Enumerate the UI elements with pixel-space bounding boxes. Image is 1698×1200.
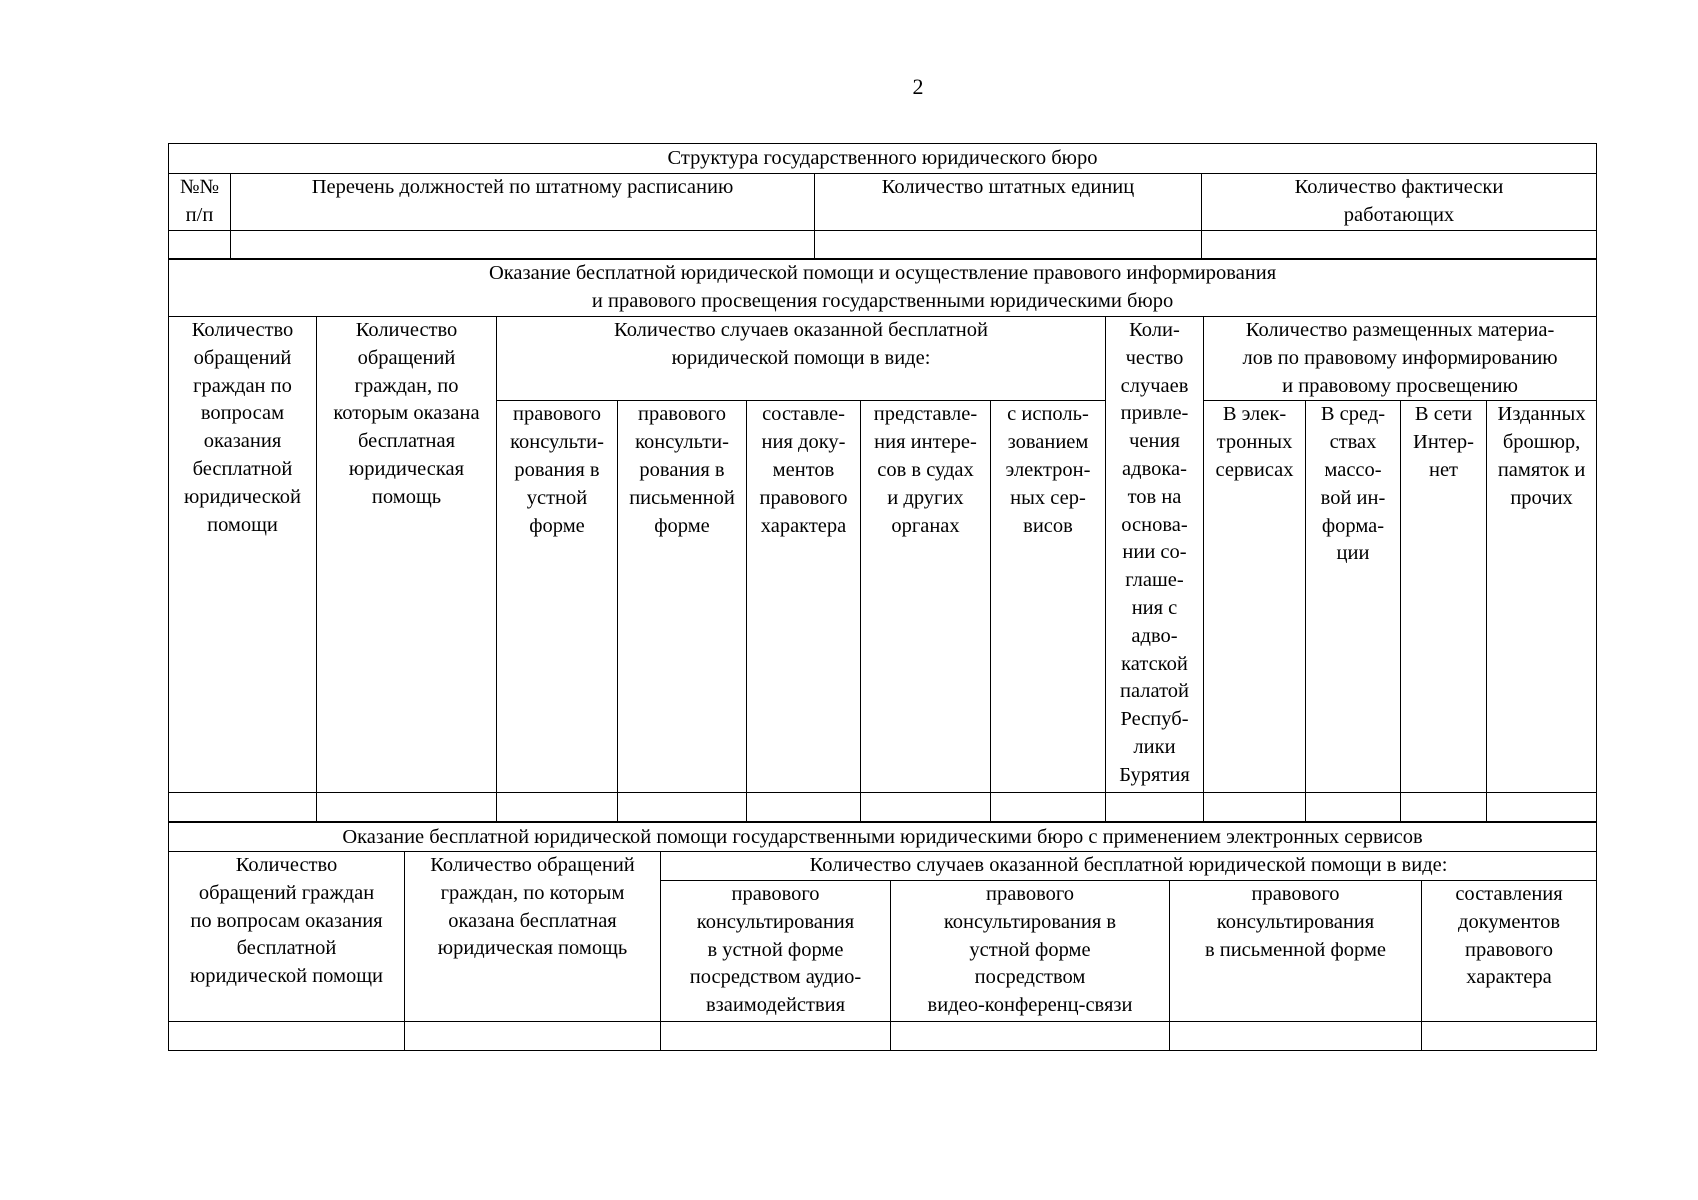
empty-cell [1306, 793, 1401, 822]
structure-table [168, 143, 1597, 260]
table-row [169, 793, 1597, 822]
header-positions: Перечень должностей по штатному расписанию [231, 174, 815, 231]
header-e-case-video: правового консультирования в устной форме посредством видео-конференц-связи [891, 881, 1170, 1022]
header-case-documents: составле- ния доку- ментов правового характера [747, 401, 861, 793]
empty-cell [618, 793, 747, 822]
header-case-oral: правового консульти- рования в устной форме [497, 401, 618, 793]
empty-cell [861, 793, 991, 822]
empty-cell [991, 793, 1106, 822]
header-e-case-written: правового консультирования в письменной форме [1170, 881, 1422, 1022]
empty-cell [169, 1022, 405, 1051]
empty-cell [169, 793, 317, 822]
empty-cell [231, 230, 815, 259]
header-materials-group: Количество размещенных материа- лов по правовому информированию и правовому просвещению [1204, 317, 1597, 401]
empty-cell [1170, 1022, 1422, 1051]
empty-cell [747, 793, 861, 822]
page-number: 2 [912, 74, 924, 99]
empty-cell [661, 1022, 891, 1051]
assistance-table [168, 258, 1597, 822]
empty-cell [815, 230, 1202, 259]
header-assisted-count: Количество обращений граждан, по которым оказана бесплатная юридическая помощь [317, 317, 497, 793]
header-staff-units: Количество штатных единиц [815, 174, 1202, 231]
empty-cell [1106, 793, 1204, 822]
header-requests-count: Количество обращений граждан по вопросам оказания бесплатной юридической помощи [169, 317, 317, 793]
table-row [169, 1022, 1597, 1051]
header-case-electronic: с исполь- зованием электрон- ных сер- висов [991, 401, 1106, 793]
electronic-services-table [168, 822, 1597, 1051]
assistance-title: Оказание бесплатной юридической помощи и осуществление правового информирования и правового просвещения государственными юридическими бюро [169, 259, 1597, 317]
header-materials-internet: В сети Интер- нет [1401, 401, 1487, 793]
empty-cell [1202, 230, 1597, 259]
header-e-case-documents: составления документов правового характера [1422, 881, 1597, 1022]
header-e-cases-group: Количество случаев оказанной бесплатной юридической помощи в виде: [661, 852, 1597, 881]
header-materials-brochures: Изданных брошюр, памяток и прочих [1487, 401, 1597, 793]
empty-cell [405, 1022, 661, 1051]
empty-cell [1401, 793, 1487, 822]
header-materials-electronic: В элек- тронных сервисах [1204, 401, 1306, 793]
header-e-case-audio: правового консультирования в устной форме посредством аудио- взаимодействия [661, 881, 891, 1022]
header-materials-media: В сред- ствах массо- вой ин- форма- ции [1306, 401, 1401, 793]
empty-cell [1487, 793, 1597, 822]
electronic-title: Оказание бесплатной юридической помощи государственными юридическими бюро с применением электронных сервисов [169, 823, 1597, 852]
empty-cell [891, 1022, 1170, 1051]
header-cases-group: Количество случаев оказанной бесплатной юридической помощи в виде: [497, 317, 1106, 401]
header-e-assisted-count: Количество обращений граждан, по которым оказана бесплатная юридическая помощь [405, 852, 661, 1022]
header-actual-workers: Количество фактически работающих [1202, 174, 1597, 231]
empty-cell [497, 793, 618, 822]
empty-cell [1204, 793, 1306, 822]
header-lawyers-count: Коли- чество случаев привле- чения адвока- тов на основа- нии со- глаше- ния с адво- катской палатой Респуб- лики Бурятия [1106, 317, 1204, 793]
empty-cell [317, 793, 497, 822]
table-row [169, 230, 1597, 259]
empty-cell [1422, 1022, 1597, 1051]
header-case-representation: представле- ния интере- сов в судах и других органах [861, 401, 991, 793]
structure-title: Структура государственного юридического бюро [169, 144, 1597, 174]
empty-cell [169, 230, 231, 259]
header-e-requests-count: Количество обращений граждан по вопросам оказания бесплатной юридической помощи [169, 852, 405, 1022]
header-case-written: правового консульти- рования в письменной форме [618, 401, 747, 793]
header-number: №№ п/п [169, 174, 231, 231]
